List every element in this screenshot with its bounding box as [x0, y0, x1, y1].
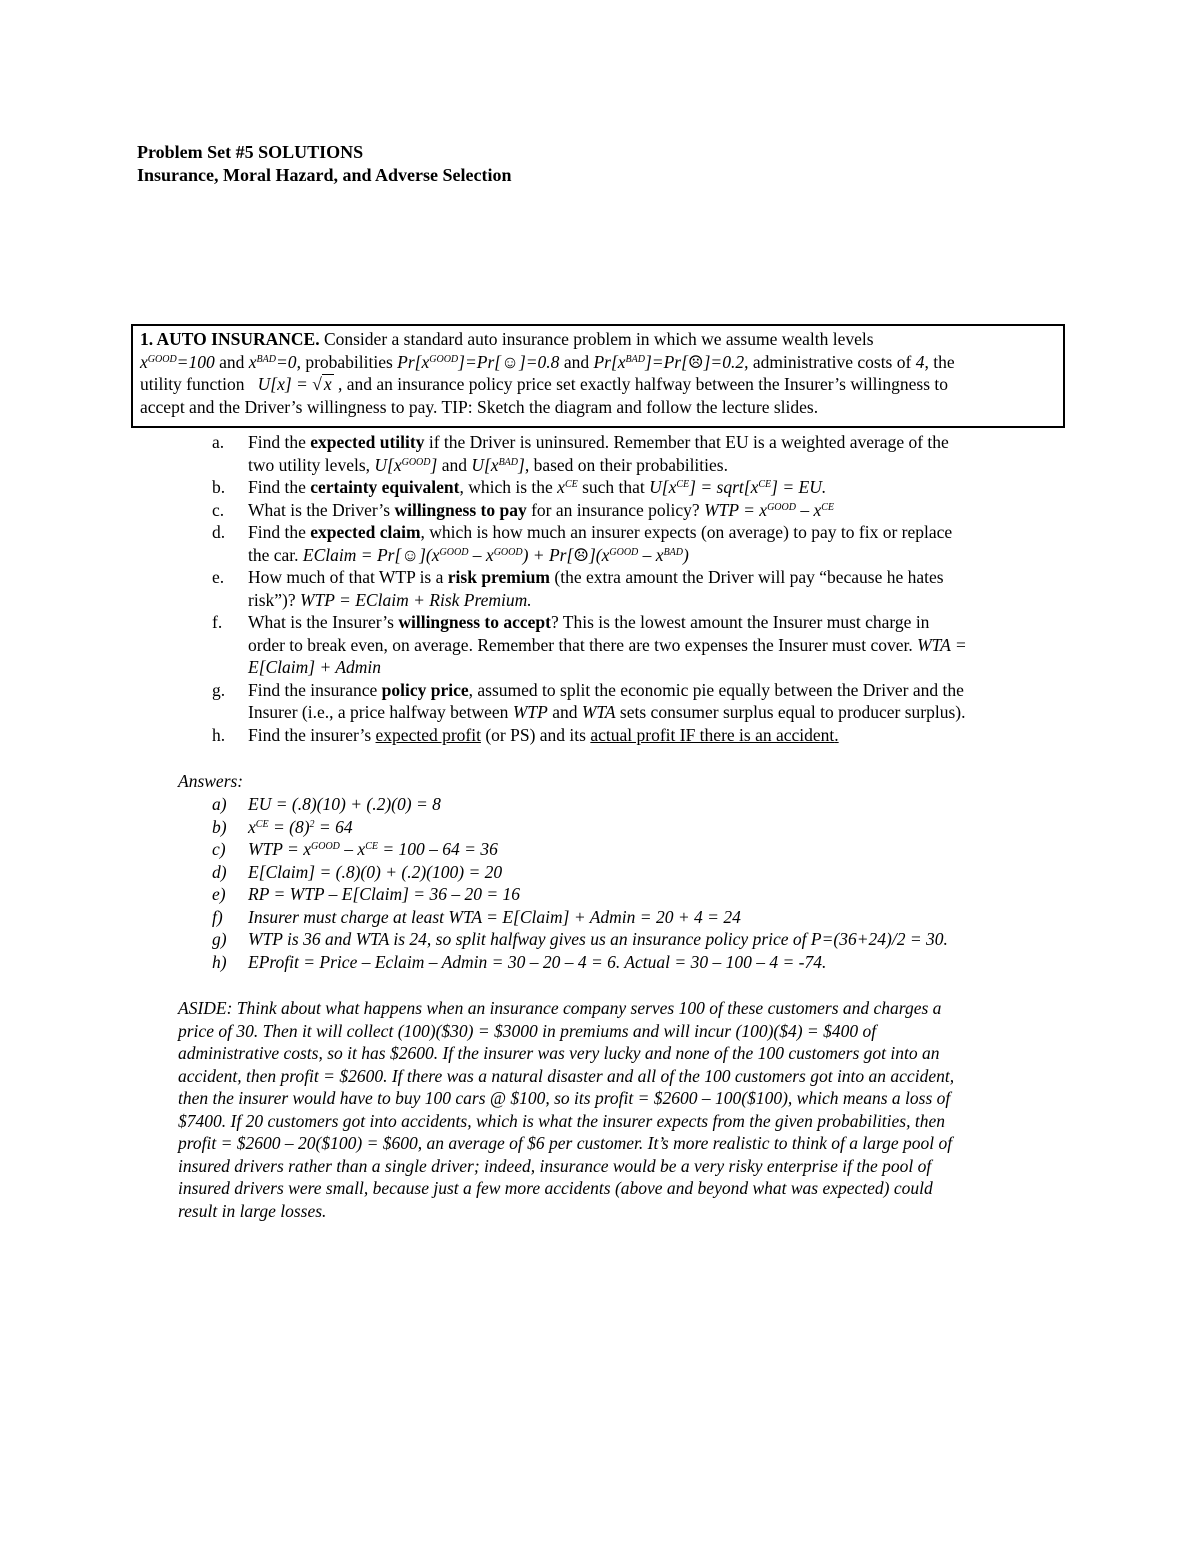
problem-heading: 1. AUTO INSURANCE.: [140, 329, 320, 349]
question-list: [212, 431, 1072, 746]
title-line-2: Insurance, Moral Hazard, and Adverse Selection: [137, 165, 512, 185]
answer-d: d) E[Claim] = (.8)(0) + (.2)(100) = 20: [212, 861, 503, 882]
aside-line: insured drivers were small, because just a few more accidents (above and beyond what was expected) could: [178, 1178, 933, 1198]
aside-line: $7400. If 20 customers got into accidents, which is what the insurer expects from the given probabilities, then: [178, 1110, 945, 1131]
answer-list: [212, 793, 948, 973]
question-h: h. Find the insurer’s expected profit (or PS) and its actual profit IF there is an accident.: [212, 724, 839, 745]
aside-line: ASIDE: Think about what happens when an insurance company serves 100 of these customers and charges a: [178, 998, 942, 1018]
question-b: b. Find the certainty equivalent, which is the $x^{CE}$ such that $U[x^{CE}]$ = $sqrt[x^{CE}]$ = EU.: [212, 477, 827, 497]
question-g: g. Find the insurance policy price, assumed to split the economic pie equally between the Driver and the Insurer (i.e., a price halfway between WTP and WTA sets consumer surplus equal to producer surplus).: [212, 679, 966, 722]
aside-line: insured drivers rather than a single driver; indeed, insurance would be a very risky enterprise if the pool of: [178, 1155, 932, 1176]
answer-a: a) EU = (.8)(10) + (.2)(0) = 8: [212, 794, 441, 814]
answer-b: b) $x^{CE} = (8)^2 = 64$: [212, 816, 353, 837]
problem-line-2: $x^{GOOD}=100$ and $x^{BAD}=0$, probabilities $Pr[x^{GOOD}]=Pr[☺]=0.8$ and $Pr[x^{BAD}]=Pr[☹]=0.2$, administrative costs of 4, the: [140, 351, 955, 372]
question-e: e. How much of that WTP is a risk premium (the extra amount the Driver will pay “because he hates risk”)? WTP = EClaim + Risk Premium.: [212, 567, 944, 610]
answer-h: h) EProfit = Price – Eclaim – Admin = 30 – 20 – 4 = 6. Actual = 30 – 100 – 4 = -74.: [212, 951, 827, 972]
problem-line-1: 1. AUTO INSURANCE. Consider a standard auto insurance problem in which we assume wealth levels: [140, 329, 874, 349]
question-a: a. Find the expected utility if the Driver is uninsured. Remember that EU is a weighted average of the two utility levels, $U[x^{GOOD}]$ and $U[x^{BAD}]$, based on their probabilities.: [212, 432, 949, 475]
aside-paragraph: [178, 997, 1068, 1222]
answers-heading: Answers:: [178, 771, 244, 791]
problem-line-4: accept and the Driver’s willingness to pay. TIP: Sketch the diagram and follow the lecture slides.: [140, 396, 819, 417]
problem-statement-box: [131, 324, 1065, 428]
aside-line: then the insurer would have to buy 100 cars @ $100, so its profit = $2600 – 100($100), which means a loss of: [178, 1088, 951, 1108]
question-f: f. What is the Insurer’s willingness to accept? This is the lowest amount the Insurer must charge in order to break even, on average. Remember that there are two expenses the Insurer must cover. WTA = E[Claim] + Admin: [212, 612, 967, 677]
aside-line: profit = $2600 – 20($100) = $600, an average of $6 per customer. It’s more realistic to think of a large pool of: [178, 1133, 953, 1153]
aside-line: price of 30. Then it will collect (100)($30) = $3000 in premiums and will incur (100)($4) = $400 of: [178, 1020, 877, 1041]
question-d: d. Find the expected claim, which is how much an insurer expects (on average) to pay to fix or replace the car. EClaim = $Pr[☺](x^{GOOD} - x^{GOOD})$ + $Pr[☹](x^{GOOD} - x^{BAD})$: [212, 522, 953, 565]
aside-line: administrative costs, so it has $2600. If the insurer was very lucky and none of the 100 customers got into an: [178, 1043, 940, 1063]
question-c: c. What is the Driver’s willingness to pay for an insurance policy? WTP = $x^{GOOD} - x^{CE}$: [212, 499, 835, 520]
title-line-1: Problem Set #5 SOLUTIONS: [137, 142, 364, 162]
answer-f: f) Insurer must charge at least WTA = E[Claim] + Admin = 20 + 4 = 24: [212, 906, 741, 927]
answer-g: g) WTP is 36 and WTA is 24, so split halfway gives us an insurance policy price of P=(36+24)/2 = 30.: [212, 929, 948, 949]
aside-line: accident, then profit = $2600. If there was a natural disaster and all of the 100 customers got into an accident,: [178, 1065, 955, 1086]
answer-e: e) RP = WTP – E[Claim] = 36 – 20 = 16: [212, 884, 521, 904]
utility-formula: U[x] =: [257, 374, 313, 394]
aside-line: result in large losses.: [178, 1200, 327, 1221]
document-title: [137, 141, 511, 187]
sqrt-icon: √ x: [312, 374, 332, 394]
problem-line-3: utility function U[x] = √ x , and an insurance policy price set exactly halfway between the Insurer’s willingness to: [140, 374, 949, 394]
answer-c: c) WTP = $x^{GOOD} - x^{CE} = 100 - 64 = 36$: [212, 839, 498, 859]
